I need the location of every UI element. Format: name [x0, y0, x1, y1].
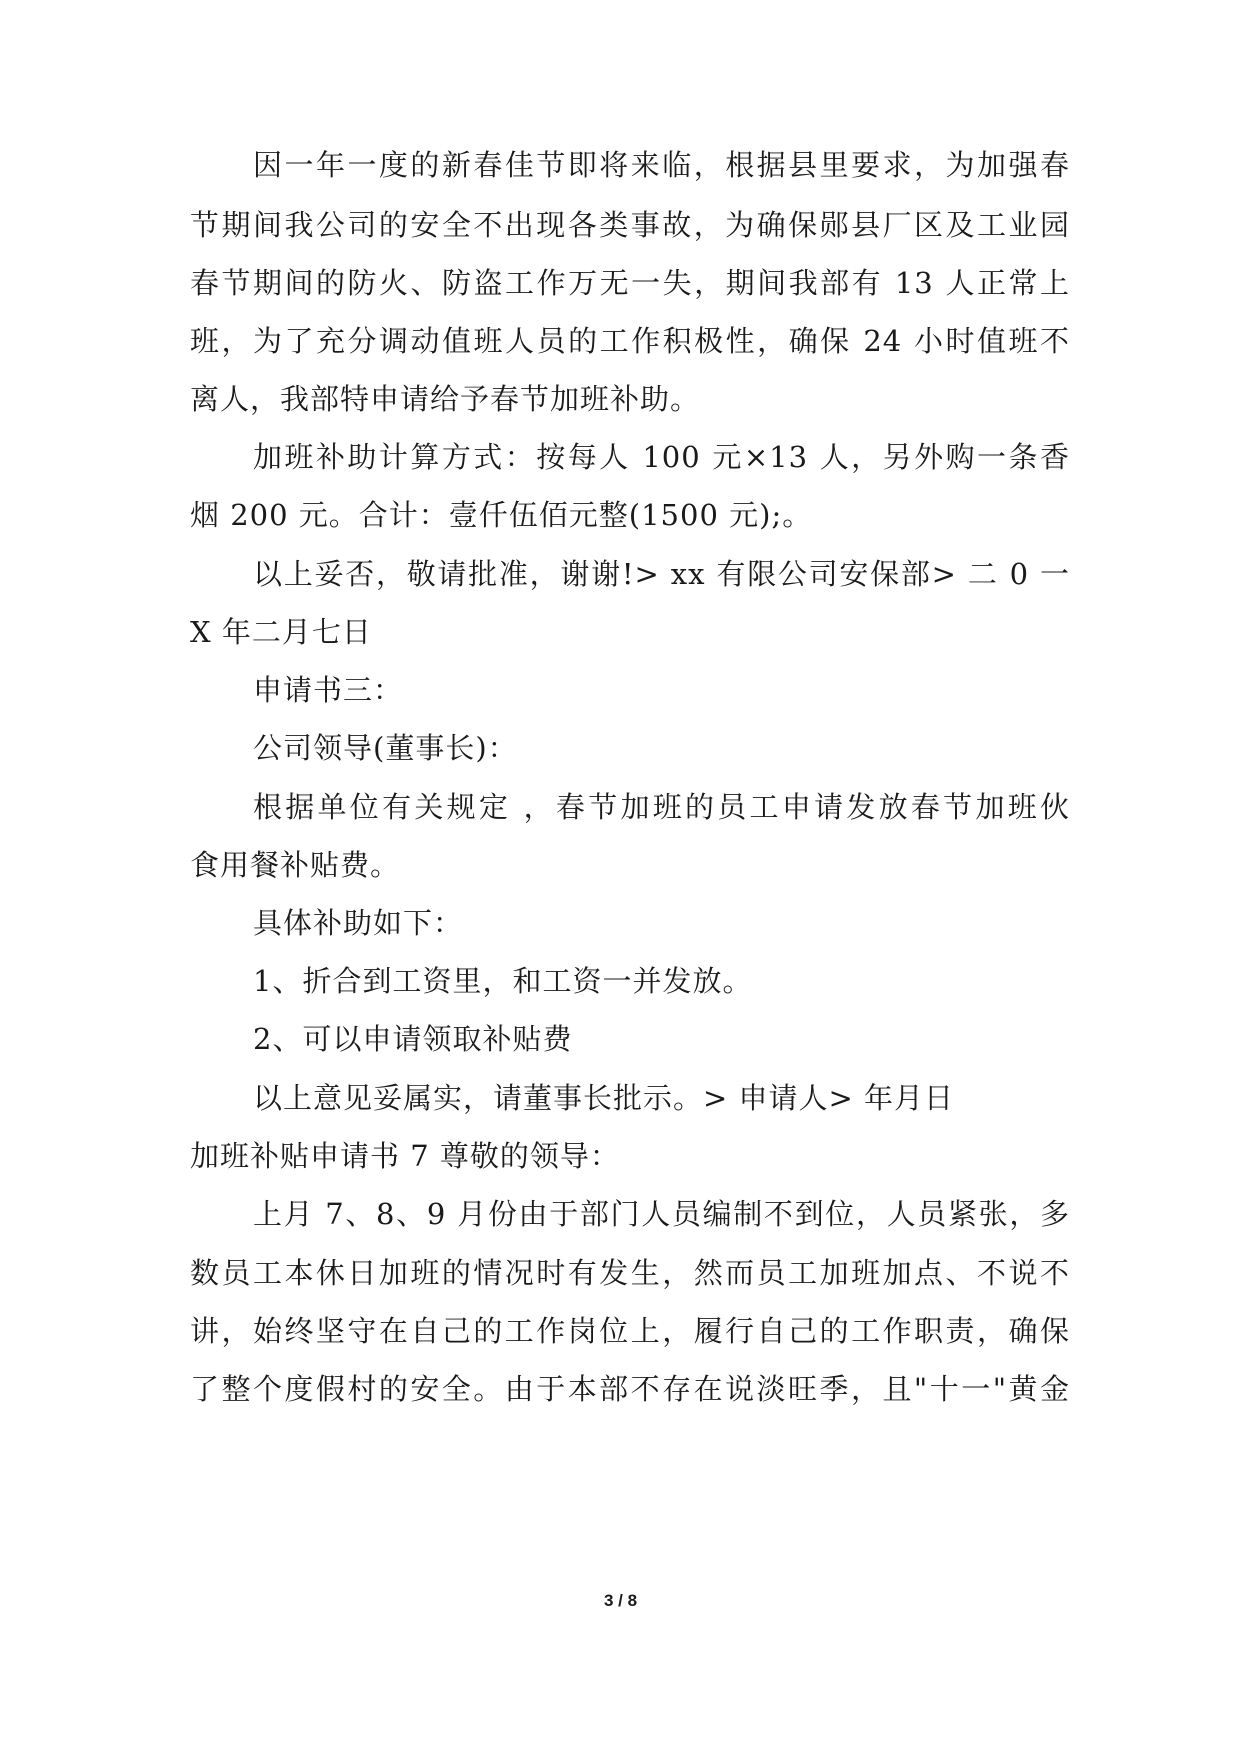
salutation: 公司领导(董事长)： [253, 731, 518, 765]
paragraph-line: 班，为了充分调动值班人员的工作积极性，确保 24 小时值班不 [190, 324, 1070, 358]
paragraph-line: 节期间我公司的安全不出现各类事故，为确保郧县厂区及工业园 [190, 208, 1070, 242]
paragraph-line: 食用餐补贴费。 [190, 848, 401, 882]
list-item: 2、可以申请领取补贴费 [253, 1022, 573, 1056]
paragraph-line: 根据单位有关规定 ，春节加班的员工申请发放春节加班伙 [253, 790, 1070, 824]
paragraph-line: 离人，我部特申请给予春节加班补助。 [190, 382, 701, 416]
paragraph-line: 具体补助如下： [253, 906, 464, 940]
list-item: 1、折合到工资里，和工资一并发放。 [253, 964, 753, 998]
paragraph-line: X 年二月七日 [190, 615, 372, 649]
paragraph-line: 以上妥否，敬请批准，谢谢!> xx 有限公司安保部> 二 0 一 [253, 557, 1070, 591]
paragraph-line: 因一年一度的新春佳节即将来临，根据县里要求，为加强春 [253, 148, 1070, 182]
paragraph-line: 春节期间的防火、防盗工作万无一失，期间我部有 13 人正常上 [190, 266, 1070, 300]
section-heading: 申请书三： [253, 673, 404, 707]
paragraph-line: 数员工本休日加班的情况时有发生，然而员工加班加点、不说不 [190, 1256, 1070, 1290]
paragraph-line: 加班补助计算方式：按每人 100 元×13 人，另外购一条香 [253, 440, 1070, 474]
page-number: 3 / 8 [603, 1591, 638, 1610]
paragraph-line: 烟 200 元。合计：壹仟伍佰元整(1500 元);。 [190, 498, 813, 532]
section-heading: 加班补贴申请书 7 尊敬的领导： [190, 1139, 620, 1173]
paragraph-line: 讲，始终坚守在自己的工作岗位上，履行自己的工作职责，确保 [190, 1314, 1070, 1348]
paragraph-line: 上月 7、8、9 月份由于部门人员编制不到位，人员紧张，多 [253, 1197, 1070, 1231]
paragraph-line: 以上意见妥属实，请董事长批示。> 申请人> 年月日 [253, 1081, 955, 1115]
paragraph-line: 了整个度假村的安全。由于本部不存在说淡旺季，且"十一"黄金 [190, 1372, 1070, 1406]
